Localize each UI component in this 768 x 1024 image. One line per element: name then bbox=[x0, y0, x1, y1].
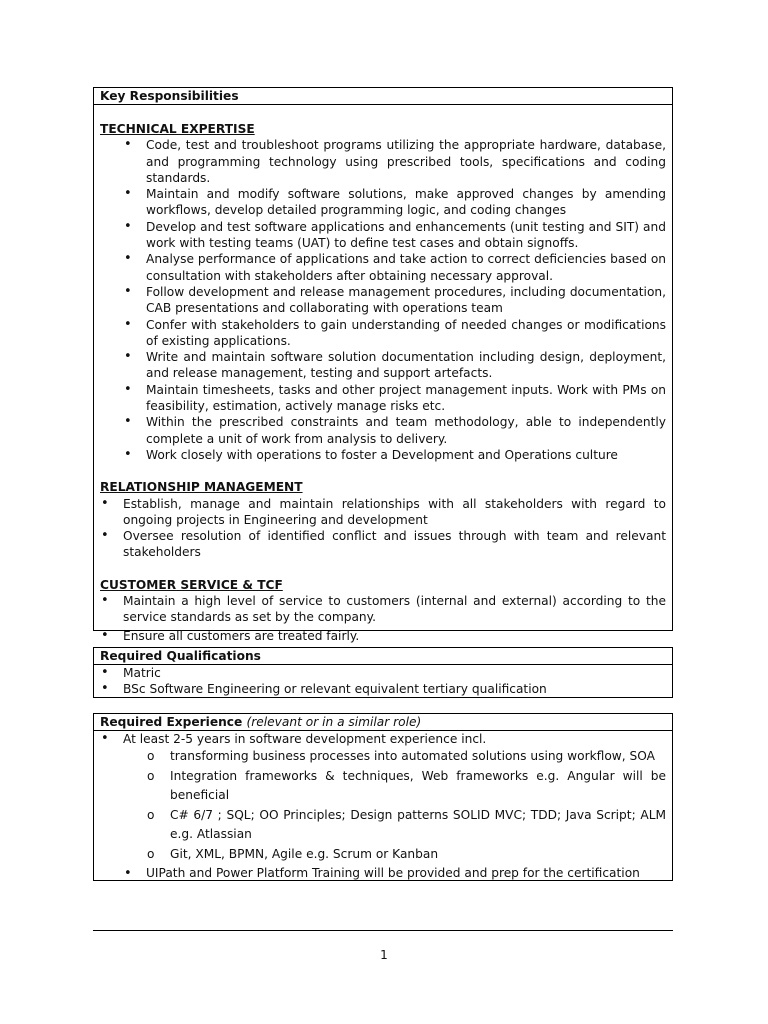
list-item: o transforming business processes into automated solutions using workflow, SOA bbox=[100, 747, 666, 767]
list-item: • Confer with stakeholders to gain understanding of needed changes or modifications of existing applications. bbox=[100, 317, 666, 350]
relationship-management-list bbox=[100, 496, 666, 561]
page-number: 1 bbox=[380, 948, 388, 962]
customer-service-title: CUSTOMER SERVICE & TCF bbox=[100, 577, 283, 592]
list-item: • Analyse performance of applications and take action to correct deficiencies based on consultation with stakeholders after obtaining necessary approval. bbox=[100, 251, 666, 284]
list-item: • Maintain timesheets, tasks and other project management inputs. Work with PMs on feasibility, estimation, actively manage risks etc. bbox=[100, 382, 666, 415]
list-item: o C# 6/7 ; SQL; OO Principles; Design patterns SOLID MVC; TDD; Java Script; ALM e.g. Atlassian bbox=[100, 806, 666, 845]
list-item: o Integration frameworks & techniques, Web frameworks e.g. Angular will be beneficial bbox=[100, 767, 666, 806]
list-item: • Work closely with operations to foster a Development and Operations culture bbox=[100, 447, 666, 463]
list-item: • At least 2-5 years in software development experience incl. bbox=[100, 731, 666, 747]
key-responsibilities-box bbox=[93, 87, 673, 643]
technical-expertise-title: TECHNICAL EXPERTISE bbox=[100, 122, 255, 136]
qualifications-list bbox=[100, 665, 666, 698]
experience-extra-list bbox=[100, 864, 666, 884]
list-item: • Ensure all customers are treated fairly. bbox=[100, 628, 666, 644]
experience-list bbox=[100, 731, 666, 747]
required-experience-box bbox=[93, 713, 673, 881]
list-item: • Matric bbox=[100, 665, 666, 681]
required-experience-heading bbox=[94, 714, 672, 731]
list-item: • Maintain a high level of service to customers (internal and external) according to the service standards as set by the company. bbox=[100, 593, 666, 626]
list-item: • Oversee resolution of identified conflict and issues through with team and relevant stakeholders bbox=[100, 528, 666, 561]
list-item: • Write and maintain software solution documentation including design, deployment, and release management, testing and support artefacts. bbox=[100, 349, 666, 382]
technical-expertise-list bbox=[100, 137, 666, 463]
relationship-management-title: RELATIONSHIP MANAGEMENT bbox=[100, 480, 303, 495]
list-item: • Develop and test software applications and enhancements (unit testing and SIT) and work with testing teams (UAT) to define test cases and obtain signoffs. bbox=[100, 219, 666, 252]
key-responsibilities-heading: Key Responsibilities bbox=[94, 88, 672, 105]
list-item: • Follow development and release management procedures, including documentation, CAB presentations and collaborating with operations team bbox=[100, 284, 666, 317]
list-item: • Maintain and modify software solutions, make approved changes by amending workflows, develop detailed programming logic, and coding changes bbox=[100, 186, 666, 219]
list-item: • Code, test and troubleshoot programs utilizing the appropriate hardware, database, and programming technology using prescribed tools, specifications and coding standards. bbox=[100, 137, 666, 186]
list-item: • Establish, manage and maintain relationships with all stakeholders with regard to ongoing projects in Engineering and development bbox=[100, 496, 666, 529]
footer-divider bbox=[93, 930, 673, 931]
list-item: o Git, XML, BPMN, Agile e.g. Scrum or Kanban bbox=[100, 845, 666, 865]
required-experience-title: Required Experience bbox=[100, 715, 243, 729]
required-experience-note: (relevant or in a similar role) bbox=[246, 715, 422, 729]
list-item: • Within the prescribed constraints and team methodology, able to independently complete a unit of work from analysis to delivery. bbox=[100, 414, 666, 447]
required-qualifications-box bbox=[93, 647, 673, 698]
customer-service-list bbox=[100, 593, 666, 644]
list-item: • UIPath and Power Platform Training will be provided and prep for the certification bbox=[100, 864, 666, 884]
list-item: • BSc Software Engineering or relevant equivalent tertiary qualification bbox=[100, 681, 666, 697]
required-qualifications-heading: Required Qualifications bbox=[94, 648, 672, 665]
experience-sub-list bbox=[100, 747, 666, 864]
